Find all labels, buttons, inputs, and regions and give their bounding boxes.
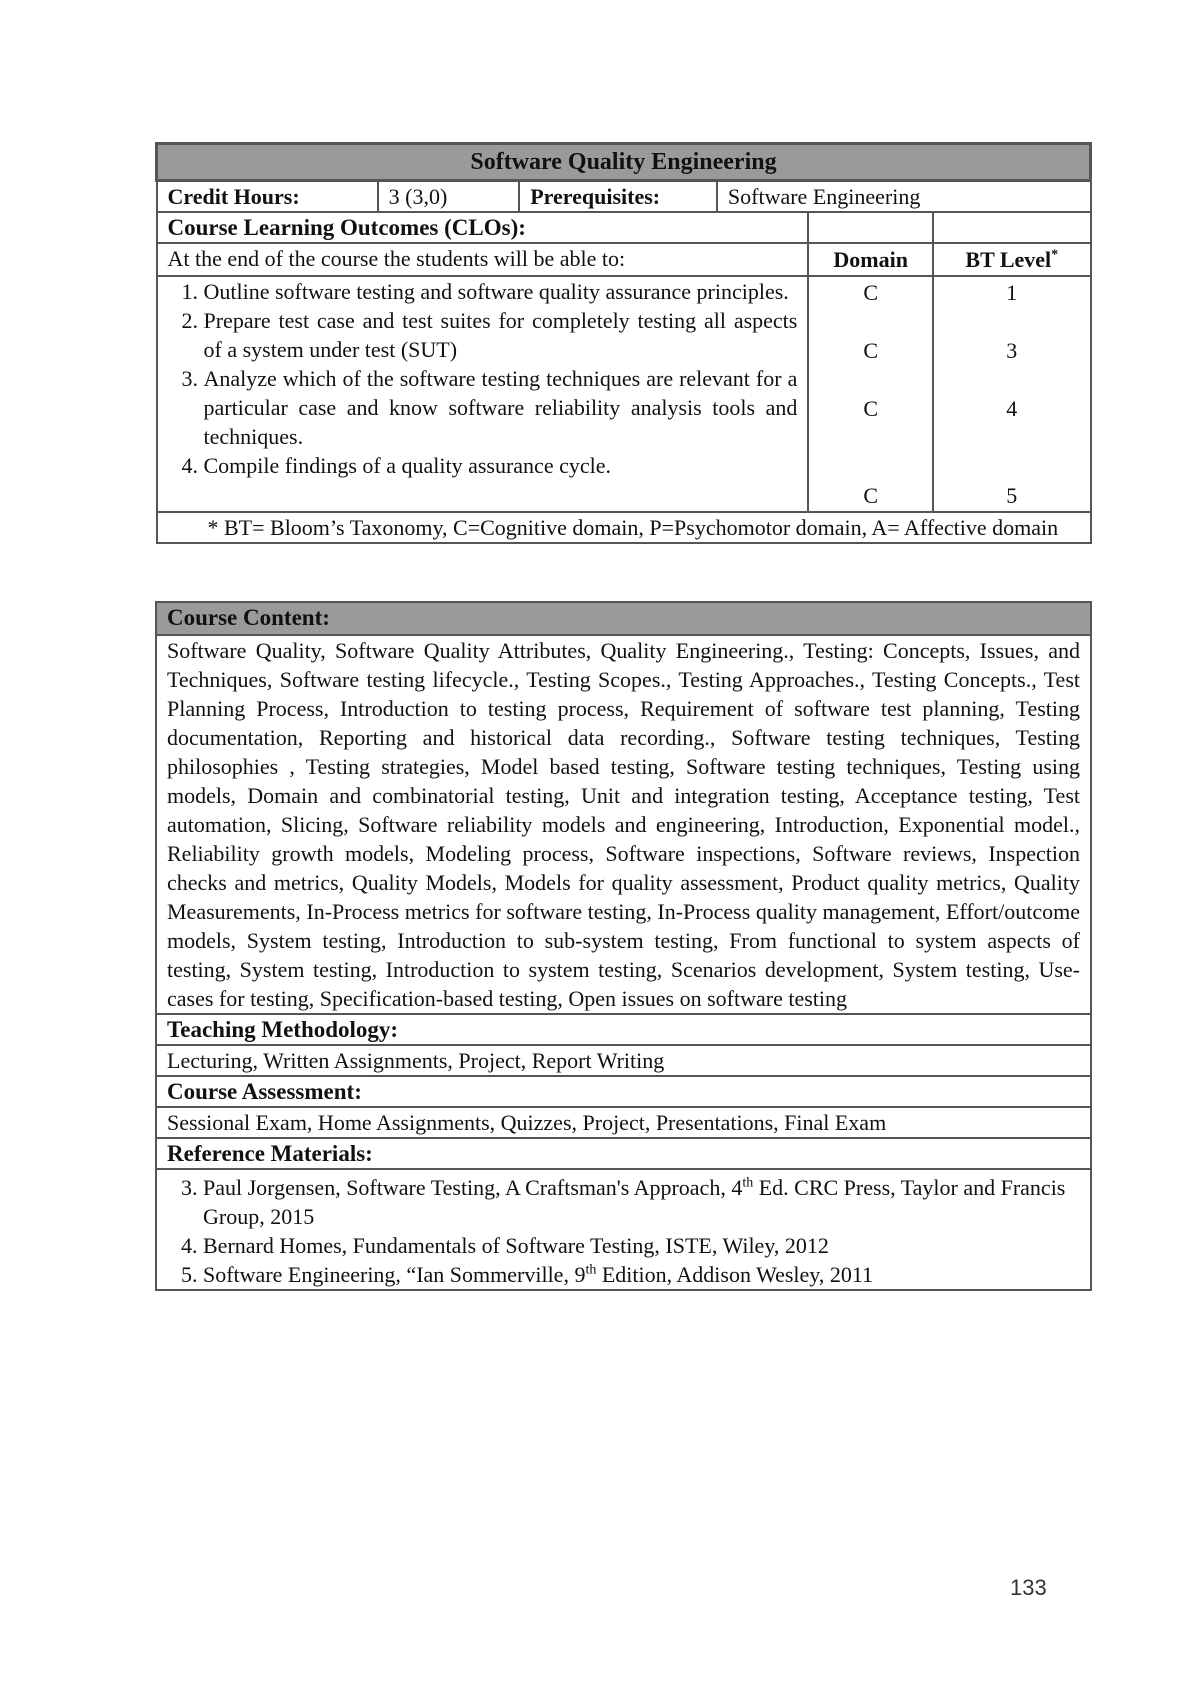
clo-domain-4: C <box>863 483 879 508</box>
course-title: Software Quality Engineering <box>157 144 1091 181</box>
reference-materials-heading: Reference Materials: <box>156 1138 1091 1169</box>
clo-heading: Course Learning Outcomes (CLOs): <box>157 212 809 243</box>
course-clo-table <box>155 142 1092 544</box>
clo-bt-1: 1 <box>1006 280 1018 305</box>
credit-hours-value: 3 (3,0) <box>378 181 520 213</box>
teaching-methodology-text: Lecturing, Written Assignments, Project, Report Writing <box>156 1045 1091 1076</box>
reference-item: 5. Software Engineering, “Ian Sommerville, 9th Edition, Addison Wesley, 2011 <box>203 1260 1080 1289</box>
clo-list <box>168 277 798 480</box>
clo-bt-3: 4 <box>1006 396 1018 421</box>
reference-item: 4. Bernard Homes, Fundamentals of Software Testing, ISTE, Wiley, 2012 <box>203 1231 1080 1260</box>
clo-bt-column <box>933 276 1090 512</box>
clo-domain-3: C <box>863 396 879 421</box>
clo-item: 1. Outline software testing and software quality assurance principles. <box>204 277 798 306</box>
page-number: 133 <box>1010 1575 1047 1600</box>
clo-item: 2. Prepare test case and test suites for completely testing all aspects of a system under test (SUT) <box>204 306 798 364</box>
reference-item: 3. Paul Jorgensen, Software Testing, A Craftsman's Approach, 4th Ed. CRC Press, Taylor and Francis Group, 2015 <box>203 1173 1080 1231</box>
course-assessment-heading: Course Assessment: <box>156 1076 1091 1107</box>
course-details-table <box>155 601 1092 1291</box>
teaching-methodology-heading: Teaching Methodology: <box>156 1014 1091 1045</box>
clo-domain-1: C <box>863 280 879 305</box>
reference-list-cell <box>156 1169 1091 1290</box>
clo-item: 3. Analyze which of the software testing techniques are relevant for a particular case and know software reliability analysis tools and techniques. <box>204 364 798 451</box>
clo-intro: At the end of the course the students will be able to: <box>157 243 809 276</box>
clo-heading-bt-blank <box>933 212 1090 243</box>
reference-list <box>167 1173 1080 1289</box>
domain-header: Domain <box>808 243 933 276</box>
prerequisites-label: Prerequisites: <box>519 181 717 213</box>
clo-list-cell <box>157 276 809 512</box>
clo-heading-domain-blank <box>808 212 933 243</box>
clo-bt-4: 5 <box>1006 483 1018 508</box>
prerequisites-value: Software Engineering <box>717 181 1091 213</box>
course-content-text: Software Quality, Software Quality Attributes, Quality Engineering., Testing: Concepts, Issues, and Techniques, Software testing lifecycle., Testing Scopes., Testing Approaches., Testing Concepts., Test Planning Process, Introduction to testing process, Requirement of software test planning, Testing documentation, Reporting and historical data recording., Software testing techniques, Testing philosophies , Testing strategies, Model based testing, Software testing techniques, Testing using models, Domain and combinatorial testing, Unit and integration testing, Acceptance testing, Test automation, Slicing, Software reliability models and engineering, Introduction, Exponential model., Reliability growth models, Modeling process, Software inspections, Software reviews, Inspection checks and metrics, Quality Models, Models for quality assessment, Product quality metrics, Quality Measurements, In-Process metrics for software testing, In-Process quality management, Effort/outcome models, System testing, Introduction to sub-system testing, From functional to system aspects of testing, System testing, Introduction to system testing, Scenarios development, System testing, Use-cases for testing, Specification-based testing, Open issues on software testing <box>156 635 1091 1014</box>
bt-level-header: BT Level* <box>933 243 1090 276</box>
course-content-heading: Course Content: <box>156 602 1091 635</box>
bt-footnote: * BT= Bloom’s Taxonomy, C=Cognitive domain, P=Psychomotor domain, A= Affective domain <box>157 512 1091 543</box>
credit-hours-label: Credit Hours: <box>157 181 378 213</box>
clo-domain-2: C <box>863 338 879 363</box>
clo-item: 4. Compile findings of a quality assurance cycle. <box>204 451 798 480</box>
bt-footnote-marker: * <box>1051 247 1059 263</box>
course-assessment-text: Sessional Exam, Home Assignments, Quizzes, Project, Presentations, Final Exam <box>156 1107 1091 1138</box>
clo-bt-2: 3 <box>1006 338 1018 363</box>
clo-domain-column <box>808 276 933 512</box>
